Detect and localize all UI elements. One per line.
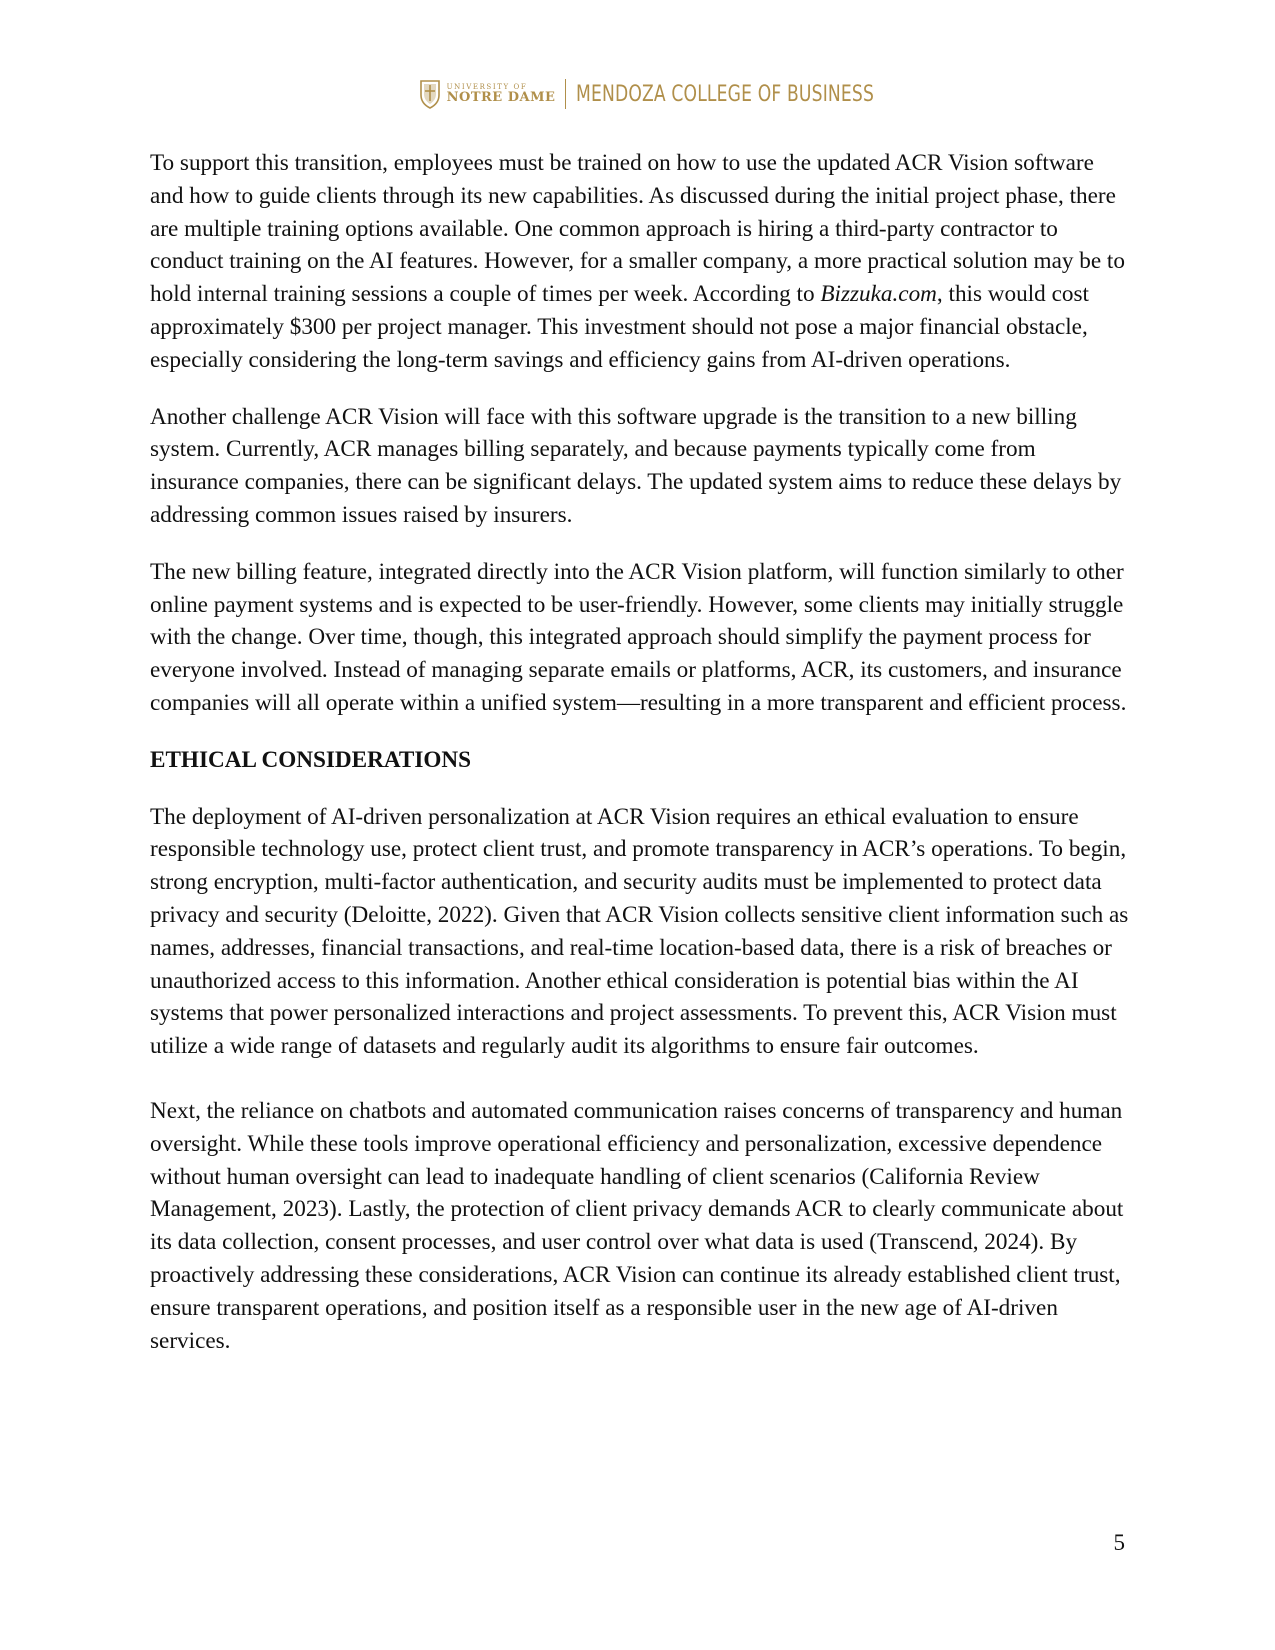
- college-name: MENDOZA COLLEGE OF BUSINESS: [576, 81, 875, 107]
- source-citation: Bizzuka.com: [820, 281, 937, 308]
- university-wordmark: [447, 84, 556, 104]
- university-name: NOTRE DAME: [446, 90, 556, 105]
- page-header: [0, 72, 1275, 116]
- paragraph-oversight: Next, the reliance on chatbots and automated communication raises concerns of transparency and human oversight. While these tools improve operational efficiency and personalization, excessive dependence without human oversight can lead to inadequate handling of client scenarios (California Review Management, 2023). Lastly, the protection of client privacy demands ACR to clearly communicate about its data collection, consent processes, and user control over what data is used (Transcend, 2024). By proactively addressing these considerations, ACR Vision can continue its already established client trust, ensure transparent operations, and position itself as a responsible user in the new age of AI-driven services.: [150, 1097, 1124, 1354]
- paragraph-training-text-a: To support this transition, employees must be trained on how to use the updated ACR Vision software and how to guide clients through its new capabilities. As discussed during the initial project phase, there are multiple training options available. One common approach is hiring a third-party contractor to conduct training on the AI features. However, for a smaller company, a more practical solution may be to hold internal training sessions a couple of times per week. According to: [150, 150, 1125, 308]
- document-body: [150, 147, 1130, 1357]
- paragraph-ethics: The deployment of AI-driven personalization at ACR Vision requires an ethical evaluation to ensure responsible technology use, protect client trust, and promote transparency in ACR’s operations. To begin, strong encryption, multi-factor authentication, and security audits must be implemented to protect data privacy and security (Deloitte, 2022). Given that ACR Vision collects sensitive client information such as names, addresses, financial transactions, and real-time location-based data, there is a risk of breaches or unauthorized access to this information. Another ethical consideration is potential bias within the AI systems that power personalized interactions and project assessments. To prevent this, ACR Vision must utilize a wide range of datasets and regularly audit its algorithms to ensure fair outcomes.: [150, 803, 1129, 1060]
- paragraph-billing-challenge: Another challenge ACR Vision will face with this software upgrade is the transition to a new billing system. Currently, ACR manages billing separately, and because payments typically come from insurance companies, there can be significant delays. The updated system aims to reduce these delays by addressing common issues raised by insurers.: [150, 403, 1122, 528]
- university-logo: [419, 79, 875, 109]
- logo-divider: [565, 79, 566, 109]
- paragraph-billing-feature: The new billing feature, integrated directly into the ACR Vision platform, will function similarly to other online payment systems and is expected to be user-friendly. However, some clients may initially struggle with the change. Over time, though, this integrated approach should simplify the payment process for everyone involved. Instead of managing separate emails or platforms, ACR, its customers, and insurance companies will all operate within a unified system—resulting in a more transparent and efficient process.: [150, 558, 1127, 716]
- notre-dame-seal-icon: [419, 79, 441, 109]
- section-heading: ETHICAL CONSIDERATIONS: [150, 746, 472, 773]
- paragraph-training: [150, 147, 1130, 377]
- paragraph-training-text-b: , this would cost approximately $300 per project manager. This investment should not pose a major financial obstacle, especially considering the long-term savings and efficiency gains from AI-driven operations.: [150, 281, 1089, 373]
- university-of-label: UNIVERSITY OF: [446, 83, 528, 91]
- page-number: 5: [1113, 1530, 1125, 1555]
